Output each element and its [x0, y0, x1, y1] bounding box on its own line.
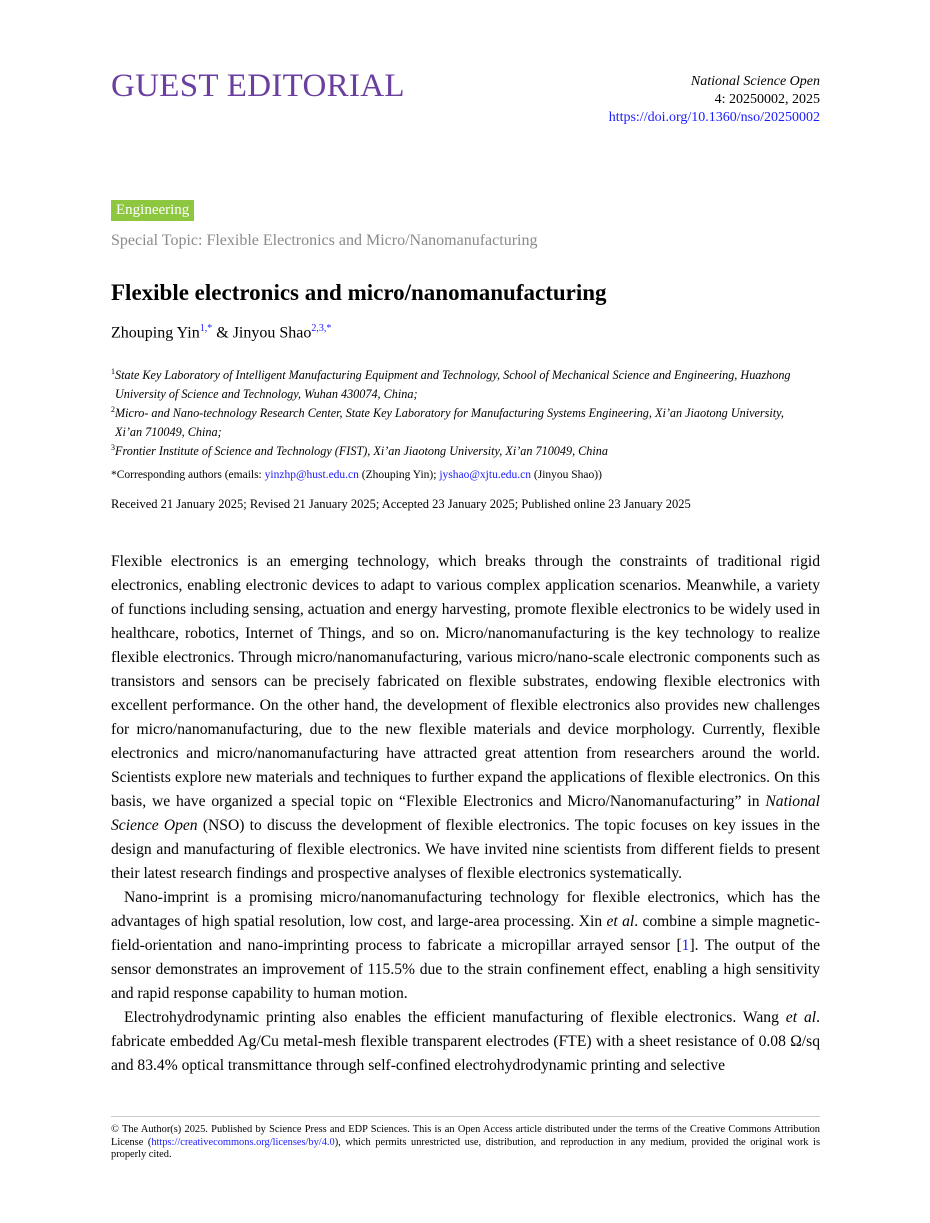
- license-link[interactable]: https://creativecommons.org/licenses/by/4.0: [151, 1136, 335, 1148]
- special-topic: Special Topic: Flexible Electronics and Micro/Nanomanufacturing: [111, 232, 538, 249]
- paragraph-text: Flexible electronics is an emerging technology, which breaks through the constraints of traditional rigid electronics, enabling electronic devices to adapt to various complex application scenarios. Meanwhile, a variety of functions including sensing, actuation and energy harvesting, promote flexible electronics to be widely used in healthcare, robotics, Internet of Things, and so on. Micro/nanomanufacturing is the key technology to realize flexible electronics. Through micro/nanomanufacturing, various micro/nano-scale electronic components such as transistors and sensors can be precisely fabricated on flexible substrates, endowing flexible electronics with excellent performance. On the other hand, the development of flexible electronics also provides new challenges for micro/nanomanufacturing, due to the new flexible materials and device morphology. Currently, flexible electronics and micro/nanomanufacturing have attracted great attention from researchers around the world. Scientists explore new materials and techniques to further expand the applications of flexible electronics. On this basis, we have organized a special topic on “Flexible Electronics and Micro/Nanomanufacturing” in: [111, 553, 820, 810]
- paragraph-text: . fabricate embedded Ag/Cu metal-mesh flexible transparent electrodes (FTE) with a sheet resistance of 0.08 Ω/sq and 83.4% optical transmittance through self-confined electrohydrodynamic printing and selective: [111, 1009, 820, 1074]
- affiliation-text: University of Science and Technology, Wuhan 430074, China;: [115, 387, 418, 402]
- author-list: [111, 323, 331, 342]
- paragraph-text: ]. The output of the sensor demonstrates an improvement of 115.5% due to the strain confinement effect, enabling a high sensitivity and rapid response capability to human motion.: [111, 937, 820, 1002]
- author-affiliation-mark[interactable]: 1,*: [199, 323, 213, 334]
- correspondence-prefix: *Corresponding authors (emails:: [111, 469, 265, 481]
- affiliation-text: Xi’an 710049, China;: [115, 425, 222, 440]
- author-name: Zhouping Yin: [111, 324, 200, 342]
- reference-link[interactable]: 1: [681, 937, 690, 954]
- license-text: © The Author(s) 2025. Published by Science Press and EDP Sciences. This is an Open Access article distributed under the terms of the Creative Commons Attribution License (: [111, 1124, 820, 1148]
- paragraph-text: Nano-imprint is a promising micro/nanomanufacturing technology for flexible electronics, which has the advantages of high spatial resolution, low cost, and large-area processing. Xin: [111, 889, 820, 930]
- affiliation-text: State Key Laboratory of Intelligent Manufacturing Equipment and Technology, School of Mechanical Science and Engineering, Huazhong: [115, 368, 791, 383]
- article-dates: Received 21 January 2025; Revised 21 January 2025; Accepted 23 January 2025; Published online 23 January 2025: [111, 497, 691, 511]
- body-paragraph: [111, 550, 820, 886]
- et-al: et al: [606, 913, 635, 930]
- author-affiliation-mark[interactable]: 2,3,*: [311, 323, 332, 334]
- license-footer: [111, 1124, 820, 1162]
- affiliation-text: Frontier Institute of Science and Technology (FIST), Xi’an Jiaotong University, Xi’an 710049, China: [115, 444, 608, 459]
- journal-name: National Science Open: [690, 74, 820, 89]
- affiliation-text: Micro- and Nano-technology Research Center, State Key Laboratory for Manufacturing Systems Engineering, Xi’an Jiaotong University,: [115, 406, 784, 421]
- article-title: Flexible electronics and micro/nanomanufacturing: [111, 280, 607, 305]
- affiliation-1: [111, 362, 820, 404]
- doi-link[interactable]: https://doi.org/10.1360/nso/20250002: [608, 110, 820, 125]
- volume-line: 4: 20250002, 2025: [714, 92, 820, 107]
- affiliation-2: [111, 400, 820, 442]
- article-body: [111, 550, 820, 1078]
- email-link[interactable]: jyshao@xjtu.edu.cn: [439, 469, 532, 481]
- section-label: GUEST EDITORIAL: [111, 68, 405, 104]
- body-paragraph: [111, 886, 820, 1006]
- correspondence-name: (Jinyou Shao)): [531, 469, 602, 481]
- footer-divider: [111, 1116, 820, 1117]
- journal-mention: National Science Open: [111, 793, 820, 834]
- et-al: et al: [785, 1009, 817, 1026]
- author-separator: &: [212, 324, 233, 342]
- correspondence: [111, 469, 602, 481]
- paragraph-text: Electrohydrodynamic printing also enables the efficient manufacturing of flexible electronics. Wang: [124, 1009, 786, 1026]
- paragraph-text: (NSO) to discuss the development of flexible electronics. The topic focuses on key issues in the design and manufacturing of flexible electronics. We have invited nine scientists from different fields to present their latest research findings and prospective analyses of flexible electronics systematically.: [111, 817, 820, 882]
- correspondence-name: (Zhouping Yin);: [358, 469, 440, 481]
- affiliation-3: [111, 438, 820, 461]
- author-name: Jinyou Shao: [232, 324, 312, 342]
- journal-info: [609, 73, 820, 127]
- email-link[interactable]: yinzhp@hust.edu.cn: [264, 469, 359, 481]
- license-text: ), which permits unrestricted use, distribution, and reproduction in any medium, provided the original work is properly cited.: [111, 1136, 820, 1160]
- paragraph-text: . combine a simple magnetic-field-orientation and nano-imprinting process to fabricate a micropillar arrayed sensor [: [111, 913, 820, 954]
- affiliation-number: 2: [111, 405, 115, 414]
- body-paragraph: [111, 1006, 820, 1078]
- subject-badge: Engineering: [111, 200, 194, 221]
- affiliation-number: 1: [111, 367, 115, 376]
- affiliation-number: 3: [111, 443, 115, 452]
